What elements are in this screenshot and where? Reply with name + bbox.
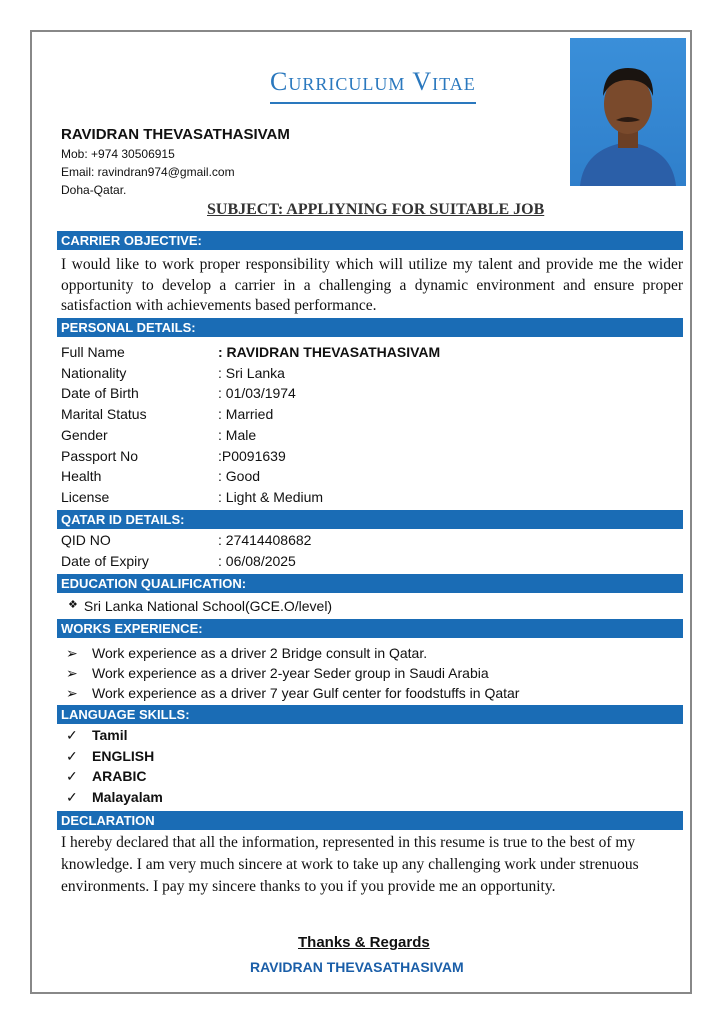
list-item-text: ENGLISH bbox=[92, 747, 155, 764]
detail-row bbox=[61, 466, 260, 486]
document-title: Curriculum Vitae bbox=[270, 62, 476, 104]
section-header-personal: PERSONAL DETAILS: bbox=[57, 318, 683, 337]
detail-value: : Light & Medium bbox=[218, 488, 324, 505]
section-header-education: EDUCATION QUALIFICATION: bbox=[57, 574, 683, 593]
detail-row bbox=[61, 446, 286, 466]
detail-row bbox=[61, 363, 285, 383]
email: Email: ravindran974@gmail.com bbox=[61, 165, 235, 179]
detail-label: Nationality bbox=[61, 364, 127, 381]
subject-line: SUBJECT: APPLIYNING FOR SUITABLE JOB bbox=[207, 201, 545, 218]
detail-value: : 01/03/1974 bbox=[218, 385, 296, 402]
objective-text: I would like to work proper responsibility which will utilize my talent and provide me the wider opportunity to develop a carrier in a challenging a dynamic environment and ensure proper satisfaction with achievements based performance. bbox=[61, 256, 683, 314]
list-item bbox=[66, 748, 154, 765]
checkmark-icon: ✓ bbox=[66, 727, 78, 743]
detail-row bbox=[61, 425, 256, 445]
education-item bbox=[68, 598, 332, 614]
list-item bbox=[66, 768, 146, 785]
detail-label: Date of Birth bbox=[61, 385, 139, 402]
checkmark-icon: ✓ bbox=[66, 768, 78, 784]
list-item-text: Work experience as a driver 7 year Gulf center for foodstuffs in Qatar bbox=[92, 685, 520, 701]
detail-row bbox=[61, 404, 273, 424]
list-item-text: Malayalam bbox=[92, 788, 163, 805]
list-item bbox=[66, 727, 128, 744]
arrow-bullet-icon: ➢ bbox=[66, 645, 78, 661]
detail-row bbox=[61, 342, 440, 362]
section-header-works: WORKS EXPERIENCE: bbox=[57, 619, 683, 638]
checkmark-icon: ✓ bbox=[66, 788, 78, 805]
list-item bbox=[66, 789, 163, 806]
detail-label: License bbox=[61, 488, 110, 505]
section-header-declaration: DECLARATION bbox=[57, 811, 683, 830]
list-item bbox=[66, 665, 489, 682]
list-item-text: Tamil bbox=[92, 727, 128, 743]
arrow-bullet-icon: ➢ bbox=[66, 685, 78, 701]
closing-name: RAVIDRAN THEVASATHASIVAM bbox=[250, 959, 464, 975]
list-item-text: Work experience as a driver 2 Bridge consult in Qatar. bbox=[92, 645, 428, 661]
detail-value: : RAVIDRAN THEVASATHASIVAM bbox=[218, 344, 441, 360]
detail-label: Passport No bbox=[61, 447, 139, 464]
list-item-text: ARABIC bbox=[92, 768, 147, 784]
list-item bbox=[66, 645, 427, 662]
detail-label: Date of Expiry bbox=[61, 552, 149, 569]
detail-row bbox=[61, 487, 323, 507]
checkmark-icon: ✓ bbox=[66, 747, 78, 764]
detail-value: : Sri Lanka bbox=[218, 364, 285, 381]
list-item-text: Work experience as a driver 2-year Seder group in Saudi Arabia bbox=[92, 665, 489, 681]
detail-value: : Good bbox=[218, 468, 261, 485]
detail-label: Health bbox=[61, 468, 102, 485]
mobile: Mob: +974 30506915 bbox=[61, 147, 175, 161]
declaration-text: I hereby declared that all the information, represented in this resume is true to the best of my knowledge. I am very much sincere at work to take up any challenging work under strenuous environments. I pay my sincere thanks to you if you provide me an opportunity. bbox=[61, 834, 639, 895]
arrow-bullet-icon: ➢ bbox=[66, 665, 78, 681]
detail-label: Full Name bbox=[61, 344, 125, 360]
detail-label: Gender bbox=[61, 426, 108, 443]
detail-value: :P0091639 bbox=[218, 447, 286, 464]
section-header-qatar-id: QATAR ID DETAILS: bbox=[57, 510, 683, 529]
list-item bbox=[66, 685, 519, 702]
detail-row bbox=[61, 383, 296, 403]
detail-row bbox=[61, 551, 296, 571]
education-text: Sri Lanka National School(GCE.O/level) bbox=[83, 598, 333, 614]
detail-row bbox=[61, 530, 311, 550]
detail-label: QID NO bbox=[61, 532, 111, 548]
profile-photo bbox=[570, 38, 686, 186]
location: Doha-Qatar. bbox=[61, 183, 127, 197]
detail-value: : 06/08/2025 bbox=[218, 552, 296, 569]
detail-label: Marital Status bbox=[61, 406, 147, 423]
diamond-bullet-icon: ❖ bbox=[68, 599, 78, 611]
detail-value: : Married bbox=[218, 406, 274, 423]
applicant-name: RAVIDRAN THEVASATHASIVAM bbox=[61, 126, 290, 143]
section-header-languages: LANGUAGE SKILLS: bbox=[57, 705, 683, 724]
detail-value: : Male bbox=[218, 426, 257, 443]
detail-value: : 27414408682 bbox=[218, 532, 312, 548]
closing-regards: Thanks & Regards bbox=[298, 934, 430, 951]
section-header-objective: CARRIER OBJECTIVE: bbox=[57, 231, 683, 250]
